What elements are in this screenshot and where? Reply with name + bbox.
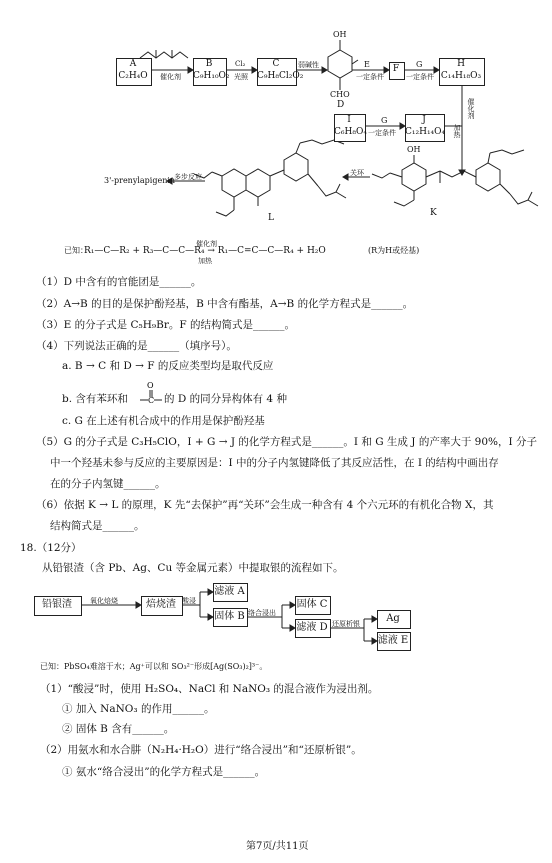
cond-d-f: 一定条件 bbox=[356, 73, 384, 81]
box-F-text: F bbox=[392, 64, 400, 74]
flow-b3: 滤液 A bbox=[214, 586, 245, 597]
box-H-top: H bbox=[457, 59, 465, 69]
D-OH: OH bbox=[333, 30, 347, 39]
flow-b6: 滤液 D bbox=[296, 622, 328, 633]
L-label: L bbox=[268, 213, 274, 223]
D-label: D bbox=[337, 100, 345, 110]
flow-c1: 氧化焙烧 bbox=[90, 597, 118, 605]
box-I-bot: C₆H₈O₄ bbox=[334, 127, 367, 137]
box-A-top: A bbox=[129, 59, 137, 69]
K-label: K bbox=[430, 208, 437, 218]
p18-q1: （1）“酸浸”时，使用 H₂SO₄、NaCl 和 NaNO₃ 的混合液作为浸出剂。 bbox=[40, 683, 379, 695]
K-OH: OH bbox=[407, 145, 421, 154]
cond-c-d: 弱碱性 bbox=[298, 61, 319, 69]
svg-text:O: O bbox=[147, 381, 154, 390]
known-cond-bot: 加热 bbox=[198, 257, 212, 265]
q3: （3）E 的分子式是 C₅H₉Br。F 的结构简式是______。 bbox=[36, 319, 295, 331]
q1: （1）D 中含有的官能团是______。 bbox=[36, 276, 202, 288]
q5-line3: 在的分子内氢键______。 bbox=[50, 478, 166, 490]
known-cond-top: 催化剂 bbox=[196, 240, 217, 248]
cond-heat: 加热 bbox=[453, 124, 461, 138]
p18-q1a: ① 加入 NaNO₃ 的作用______。 bbox=[62, 703, 215, 715]
box-C-top: C bbox=[272, 59, 280, 69]
q4: （4）下列说法正确的是______（填序号）。 bbox=[36, 340, 237, 352]
p18-title: 18.（12分） bbox=[20, 542, 82, 554]
p18-q2a: ① 氨水“络合浸出”的化学方程式是______。 bbox=[62, 766, 266, 778]
p18-intro: 从铅银渣（含 Pb、Ag、Cu 等金属元素）中提取银的流程如下。 bbox=[42, 562, 344, 574]
known-equation: R₁—C—R₂ + R₃—C—C—R₄ → R₁—C=C—C—R₄ + H₂O bbox=[84, 246, 326, 256]
q5-line2: 中一个羟基未参与反应的主要原因是：I 中的分子内氢键降低了其反应活性，在 I 的结构中画出存 bbox=[50, 457, 499, 469]
label-G: G bbox=[416, 60, 423, 69]
q5-line1: （5）G 的分子式是 C₃H₅ClO，I + G → J 的化学方程式是______。I 和 G 生成 J 的产率大于 90%，I 分子 bbox=[36, 436, 537, 448]
D-CHO: CHO bbox=[330, 90, 350, 99]
flow-b1: 铅银渣 bbox=[42, 599, 72, 610]
flow-b8: 滤液 E bbox=[377, 635, 409, 646]
box-I-top: I bbox=[347, 115, 351, 125]
box-A-bot: C₂H₄O bbox=[118, 71, 148, 81]
flow-b5: 固体 C bbox=[296, 599, 328, 610]
q4a: a. B → C 和 D → F 的反应类型均是取代反应 bbox=[62, 360, 274, 372]
cond-multi: 多步反应 bbox=[174, 173, 202, 181]
p18-q1b: ② 固体 B 含有______。 bbox=[62, 723, 175, 735]
known-note: (R为H或烃基) bbox=[368, 246, 420, 255]
flow-c4: 还原析银 bbox=[332, 620, 360, 628]
svg-text:C: C bbox=[148, 396, 155, 405]
box-J-bot: C₁₂H₁₄O₄ bbox=[405, 127, 446, 137]
product-name: 3'-prenylapigenin bbox=[104, 176, 176, 185]
cond-b-c-bot: 光照 bbox=[234, 73, 248, 81]
cond-catalyst-vert: 催化剂 bbox=[467, 98, 475, 119]
flow-b4: 固体 B bbox=[214, 611, 245, 622]
q6-line2: 结构简式是______。 bbox=[50, 520, 145, 532]
box-J-top: J bbox=[422, 115, 426, 125]
q4b-pre: b. 含有苯环和 bbox=[62, 393, 128, 405]
box-B-bot: C₉H₁₀O₂ bbox=[193, 71, 230, 81]
page-footer: 第7页/共11页 bbox=[246, 841, 309, 852]
flow-b2: 焙烧渣 bbox=[146, 599, 176, 610]
label-G2: G bbox=[381, 116, 388, 125]
cond-a-b: 催化剂 bbox=[160, 73, 181, 81]
flow-c3: 络合浸出 bbox=[248, 609, 276, 617]
cond-f-h: 一定条件 bbox=[406, 73, 434, 81]
known-prefix: 已知： bbox=[64, 246, 88, 255]
p18-q2: （2）用氨水和水合肼（N₂H₄·H₂O）进行“络合浸出”和“还原析银”。 bbox=[40, 744, 362, 756]
q4b-post: 的 D 的同分异构体有 4 种 bbox=[164, 393, 287, 405]
flow-c2: 酸浸 bbox=[182, 597, 196, 605]
cond-b-c-top: Cl₂ bbox=[235, 60, 246, 68]
label-E: E bbox=[364, 60, 370, 69]
p18-known: 已知：PbSO₄难溶于水；Ag⁺可以和 SO₃²⁻形成[Ag(SO₃)₂]³⁻。 bbox=[40, 662, 268, 671]
cond-ring: 关环 bbox=[350, 169, 364, 177]
cond-i-j: 一定条件 bbox=[368, 129, 396, 137]
q6-line1: （6）依据 K → L 的原理，K 先“去保护”再“关环”会生成一种含有 4 个六元环的有机化合物 X，其 bbox=[36, 499, 494, 511]
q2: （2）A→B 的目的是保护酚羟基，B 中含有酯基，A→B 的化学方程式是______。 bbox=[36, 298, 414, 310]
flow-b7: Ag bbox=[386, 613, 400, 624]
q4c: c. G 在上述有机合成中的作用是保护酚羟基 bbox=[62, 415, 265, 427]
box-B-top: B bbox=[205, 59, 213, 69]
box-C-bot: C₉H₈Cl₂O₂ bbox=[257, 71, 304, 81]
box-H-bot: C₁₄H₁₈O₃ bbox=[440, 71, 482, 81]
